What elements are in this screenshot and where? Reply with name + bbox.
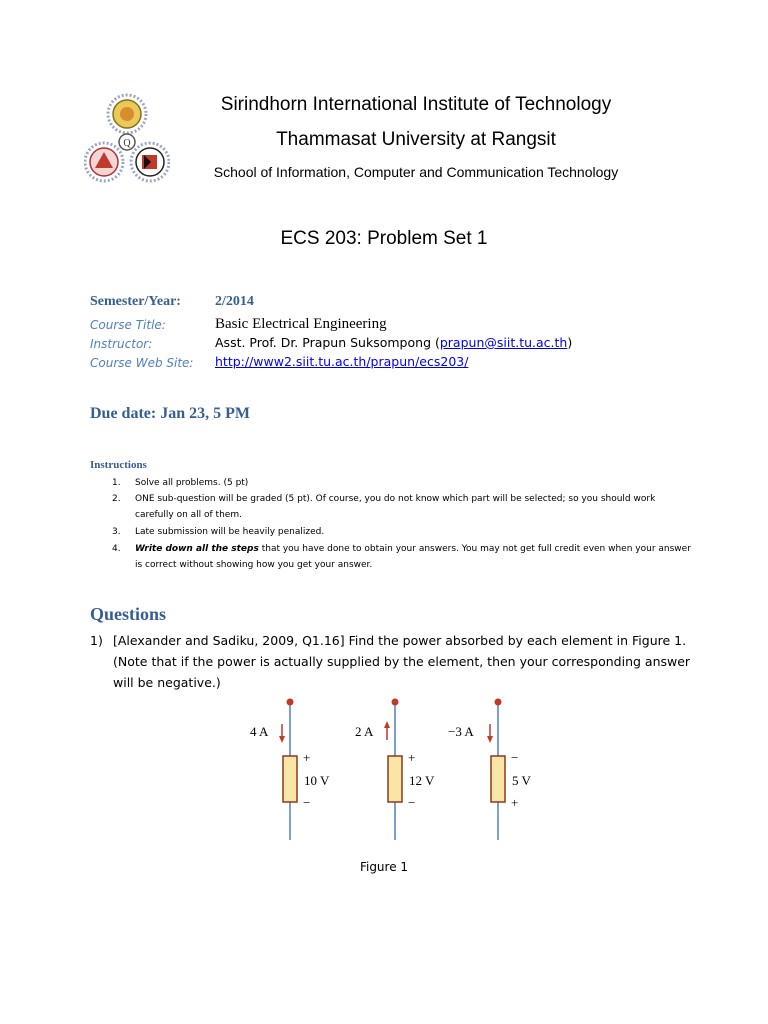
bottom-sign: + xyxy=(511,795,519,810)
current-arrow-head xyxy=(279,736,285,743)
svg-text:Q: Q xyxy=(123,138,131,149)
instructor-close-paren: ) xyxy=(567,335,573,350)
top-sign: + xyxy=(303,750,311,765)
course-title-label: Course Title: xyxy=(90,318,166,332)
circuit-element-2 xyxy=(355,699,435,841)
due-date: Due date: Jan 23, 5 PM xyxy=(90,405,250,422)
course-website-link[interactable]: http://www2.siit.tu.ac.th/prapun/ecs203/ xyxy=(215,354,469,369)
bottom-sign: − xyxy=(408,795,416,810)
instructor-email-link[interactable]: prapun@siit.tu.ac.th xyxy=(439,335,568,350)
top-sign: − xyxy=(511,750,519,765)
voltage-label: 5 V xyxy=(512,773,531,788)
instructor-name: Asst. Prof. Dr. Prapun Suksompong ( xyxy=(215,335,440,350)
current-arrow-head xyxy=(384,721,390,728)
document-title: ECS 203: Problem Set 1 xyxy=(280,228,488,249)
figure-caption: Figure 1 xyxy=(359,860,409,874)
school-name: School of Information, Computer and Communication Technology xyxy=(213,164,619,180)
semester-value: 2/2014 xyxy=(215,294,254,309)
bottom-sign: − xyxy=(303,795,311,810)
current-label: 4 A xyxy=(250,724,269,739)
top-sign: + xyxy=(408,750,416,765)
university-name: Thammasat University at Rangsit xyxy=(276,129,556,150)
current-arrow-head xyxy=(487,736,493,743)
current-label: −3 A xyxy=(448,724,474,739)
circuit-element-1 xyxy=(250,699,330,841)
current-label: 2 A xyxy=(355,724,374,739)
circuit-figure xyxy=(240,690,560,850)
questions-heading: Questions xyxy=(90,604,167,624)
website-label: Course Web Site: xyxy=(90,356,194,370)
question-text: [Alexander and Sadiku, 2009, Q1.16] Find the power absorbed by each element in Figure 1. (Note that if the power is actually supplied by the element, then your corresponding answer will be negative.) xyxy=(113,633,691,690)
question-number: 1) xyxy=(90,633,103,648)
circuit-element-3 xyxy=(448,699,532,841)
instructions-heading: Instructions xyxy=(90,459,147,471)
semester-label: Semester/Year: xyxy=(90,294,181,309)
instructor-label: Instructor: xyxy=(90,337,153,351)
voltage-label: 12 V xyxy=(409,773,435,788)
course-title-value: Basic Electrical Engineering xyxy=(215,316,387,332)
voltage-label: 10 V xyxy=(304,773,330,788)
institute-name: Sirindhorn International Institute of Technology xyxy=(220,94,612,115)
instructor-line xyxy=(215,335,572,350)
